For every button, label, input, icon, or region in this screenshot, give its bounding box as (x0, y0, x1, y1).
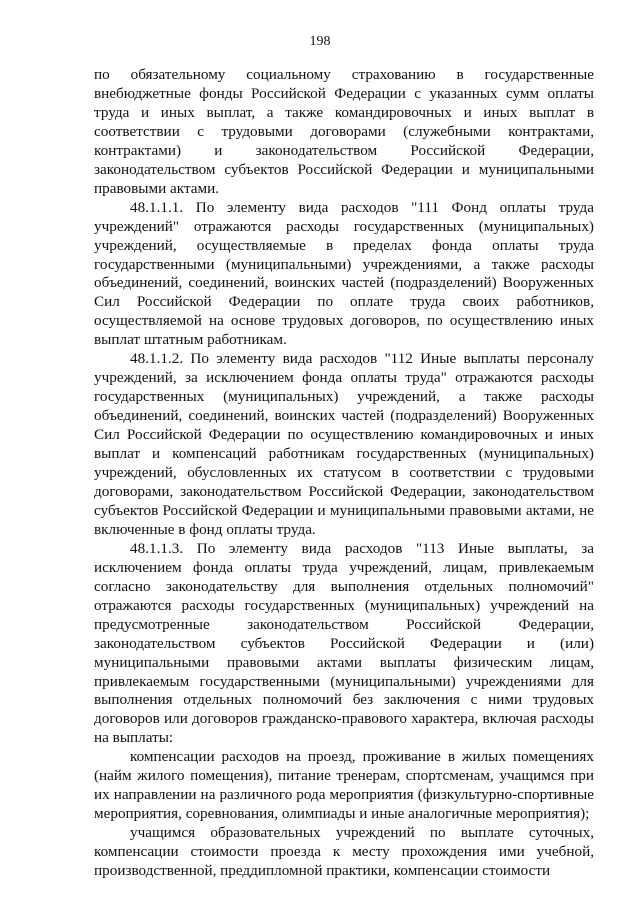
paragraph-48-1-1-1: 48.1.1.1. По элементу вида расходов "111 Фонд оплаты труда учреждений" отражаются расходы государственных (муниципальных) учреждений, осуществляемые в пределах фонда оплаты труда государственными (муниципальными) учреждениями, а также расходы объединений, соединений, воинских частей (подразделений) Вооруженных Сил Российской Федерации по оплате труда своих работников, осуществляемой на основе трудовых договоров, по осуществлению иных выплат штатным работникам. (94, 198, 594, 349)
document-body (94, 66, 594, 881)
paragraph-48-1-1-3: 48.1.1.3. По элементу вида расходов "113 Иные выплаты, за исключением фонда оплаты труда учреждений, лицам, привлекаемым согласно законодательству для выполнения отдельных полномочий" отражаются расходы государственных (муниципальных) учреждений на предусмотренные законодательством Российской Федерации, законодательством субъектов Российской Федерации и (или) муниципальными правовыми актами выплаты физическим лицам, привлекаемым государственными (муниципальными) учреждениями для выполнения отдельных полномочий без заключения с ними трудовых договоров или договоров гражданско-правового характера, включая расходы на выплаты: (94, 539, 594, 747)
paragraph-compensation: компенсации расходов на проезд, проживание в жилых помещениях (найм жилого помещения), питание тренерам, спортсменам, учащимся при их направлении на различного рода мероприятия (физкультурно-спортивные мероприятия, соревнования, олимпиады и иные аналогичные мероприятия); (94, 748, 594, 823)
paragraph-48-1-1-2: 48.1.1.2. По элементу вида расходов "112 Иные выплаты персоналу учреждений, за исключением фонда оплаты труда" отражаются расходы государственных (муниципальных) учреждений, а также расходы объединений, соединений, воинских частей (подразделений) Вооруженных Сил Российской Федерации по осуществлению командировочных и иных выплат и компенсаций работникам государственных (муниципальных) учреждений, обусловленных их статусом в соответствии с трудовыми договорами, законодательством Российской Федерации, законодательством субъектов Российской Федерации и муниципальными правовыми актами, не включенные в фонд оплаты труда. (94, 350, 594, 538)
page-number: 198 (309, 34, 331, 49)
paragraph-students: учащимся образовательных учреждений по выплате суточных, компенсации стоимости проезда к месту прохождения ими учебной, производственной, преддипломной практики, компенсации стоимости (94, 824, 594, 880)
paragraph-continuation: по обязательному социальному страхованию в государственные внебюджетные фонды Российской Федерации с указанных сумм оплаты труда и иных выплат, а также командировочных и иных выплат в соответствии с трудовыми договорами (служебными контрактами, контрактами) и законодательством Российской Федерации, законодательством субъектов Российской Федерации и муниципальными правовыми актами. (94, 66, 594, 197)
